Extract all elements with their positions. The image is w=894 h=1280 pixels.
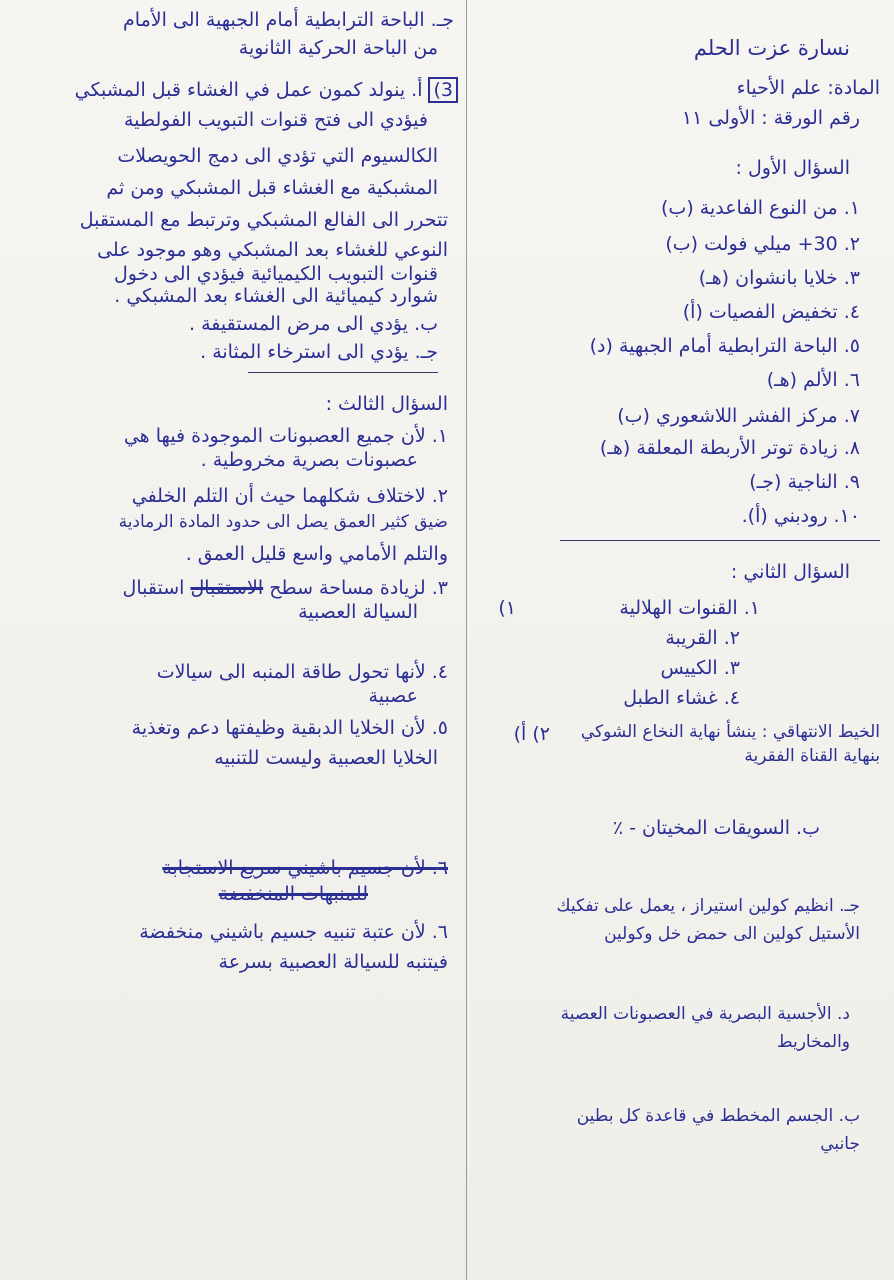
q2-part2-a: الخيط الانتهاقي : ينشأ نهاية النخاع الشوكي بنهاية القناة الفقرية bbox=[580, 722, 880, 766]
q3-part-a-line-3: الكالسيوم التي تؤدي الى دمج الحويصلات bbox=[117, 145, 438, 167]
q3-title: السؤال الثالث : bbox=[325, 393, 448, 415]
q3-part-a-line-2: فيؤدي الى فتح قنوات التبويب الفولطية bbox=[123, 109, 428, 131]
q3-answer-4a: ٤. لأنها تحول طاقة المنبه الى سيالات bbox=[156, 661, 448, 683]
q3-answer-5a: ٥. لأن الخلايا الدبقية وظيفتها دعم وتغذية bbox=[131, 717, 448, 739]
q3-part-c: جـ. يؤدي الى استرخاء المثانة . bbox=[200, 341, 438, 363]
q3-part-a-line-6: النوعي للغشاء بعد المشبكي وهو موجود على bbox=[97, 239, 448, 261]
subject-line: المادة: علم الأحياء bbox=[736, 77, 880, 99]
q3-answer-6b: فيتنبه للسيالة العصبية بسرعة bbox=[218, 951, 448, 973]
q3-part-a-line-1: أ. ينولد كمون عمل في الغشاء قبل المشبكي bbox=[74, 79, 423, 101]
left-top-line-2: من الباحة الحركية الثانوية bbox=[238, 37, 438, 59]
left-column bbox=[6, 0, 458, 1280]
q3-part-a-line-8: شوارد كيميائية الى الغشاء بعد المشبكي . bbox=[114, 285, 438, 307]
q3-answer-6-crossed-a: ٦. لأن جسيم باشيني سريع الاستجابة bbox=[162, 857, 448, 879]
q2-part2-marker: ٢) أ) bbox=[513, 723, 550, 745]
q2-part2-e: ب. الجسم المخطط في قاعدة كل بطين جانبي bbox=[576, 1106, 860, 1154]
q3-answer-3a-end: استقبال bbox=[122, 577, 185, 599]
q1-separator bbox=[560, 540, 880, 541]
right-column bbox=[480, 20, 880, 1260]
q3-answer-3b: السيالة العصبية bbox=[298, 601, 418, 623]
q2-part1-marker: ١) bbox=[498, 597, 516, 619]
student-name: نسارة عزت الحلم bbox=[693, 36, 850, 60]
q2-part1-item-1: ١. القنوات الهلالية bbox=[619, 597, 760, 619]
q3-part-a-line-5: تتحرر الى الفالع المشبكي وترتبط مع المستقبل bbox=[79, 209, 448, 231]
q3a-separator bbox=[248, 372, 438, 373]
q2-part1-item-2: ٢. القريبة bbox=[665, 627, 740, 649]
q3-part-a-first bbox=[75, 78, 458, 102]
q2-part2-b: ب. السويقات المخيتان - ٪ bbox=[612, 817, 820, 839]
q1-answer-5: ٥. الباحة الترابطية أمام الجبهية (د) bbox=[589, 335, 860, 357]
q1-answer-4: ٤. تخفيض الفصيات (أ) bbox=[682, 301, 860, 323]
q1-answer-8: ٨. زيادة توتر الأربطة المعلقة (هـ) bbox=[599, 437, 860, 459]
q3-marker-box: 3) bbox=[428, 77, 458, 103]
q3-answer-2c: والتلم الأمامي واسع قليل العمق . bbox=[185, 543, 448, 565]
q2-part1-item-4: ٤. غشاء الطبل bbox=[623, 687, 740, 709]
q1-answer-6: ٦. الألم (هـ) bbox=[766, 369, 860, 391]
q2-part2-d: د. الأجسية البصرية في العصبونات العصية والمخاريط bbox=[560, 1004, 850, 1052]
q1-title: السؤال الأول : bbox=[735, 157, 850, 179]
column-divider bbox=[466, 0, 467, 1280]
q3-answer-3a-strike: الاستقبال bbox=[190, 577, 264, 599]
q2-part2-c: جـ. انظيم كولين استيراز ، يعمل على تفكيك الأستيل كولين الى حمض خل وكولين bbox=[556, 896, 860, 944]
q3-part-a-line-7: قنوات التبويب الكيميائية فيؤدي الى دخول bbox=[114, 263, 438, 285]
q3-answer-3a bbox=[123, 576, 448, 600]
q3-answer-1b: عصبونات بصرية مخروطية . bbox=[200, 449, 418, 471]
q2-title: السؤال الثاني : bbox=[730, 561, 850, 583]
q3-answer-6-crossed-b: للمنبهات المنخفضة bbox=[218, 883, 368, 905]
left-top-line-1: جـ. الباحة الترابطية أمام الجبهية الى الأمام bbox=[123, 9, 454, 31]
q2-part1-item-3: ٣. الكييس bbox=[660, 657, 740, 679]
q3-answer-6a: ٦. لأن عتبة تنبيه جسيم باشيني منخفضة bbox=[139, 921, 448, 943]
q3-part-a-line-4: المشبكية مع الغشاء قبل المشبكي ومن ثم bbox=[106, 177, 438, 199]
q3-part-b: ب. يؤدي الى مرض المستقيفة . bbox=[188, 313, 438, 335]
q1-answer-3: ٣. خلايا بانشوان (هـ) bbox=[698, 267, 860, 289]
q1-answer-10: ١٠. رودبني (أ). bbox=[741, 505, 860, 527]
q3-answer-2b: ضيق كثير العمق يصل الى حدود المادة الرمادية bbox=[118, 512, 448, 532]
q3-answer-2a: ٢. لاختلاف شكلهما حيث أن التلم الخلفي bbox=[131, 485, 448, 507]
q1-answer-7: ٧. مركز الفشر اللاشعوري (ب) bbox=[617, 405, 860, 427]
q3-answer-4b: عصبية bbox=[368, 685, 418, 707]
q1-answer-2: ٢. 30+ ميلي فولت (ب) bbox=[665, 233, 860, 255]
q3-answer-3a-text: ٣. لزيادة مساحة سطح bbox=[269, 577, 448, 599]
q3-answer-1a: ١. لأن جميع العصبونات الموجودة فيها هي bbox=[123, 425, 448, 447]
q1-answer-9: ٩. الناجية (جـ) bbox=[749, 471, 860, 493]
q1-answer-1: ١. من النوع الفاعدية (ب) bbox=[661, 197, 860, 219]
q3-answer-5b: الخلايا العصبية وليست للتنبيه bbox=[214, 747, 438, 769]
sheet-number: رقم الورقة : الأولى ١١ bbox=[681, 107, 860, 129]
